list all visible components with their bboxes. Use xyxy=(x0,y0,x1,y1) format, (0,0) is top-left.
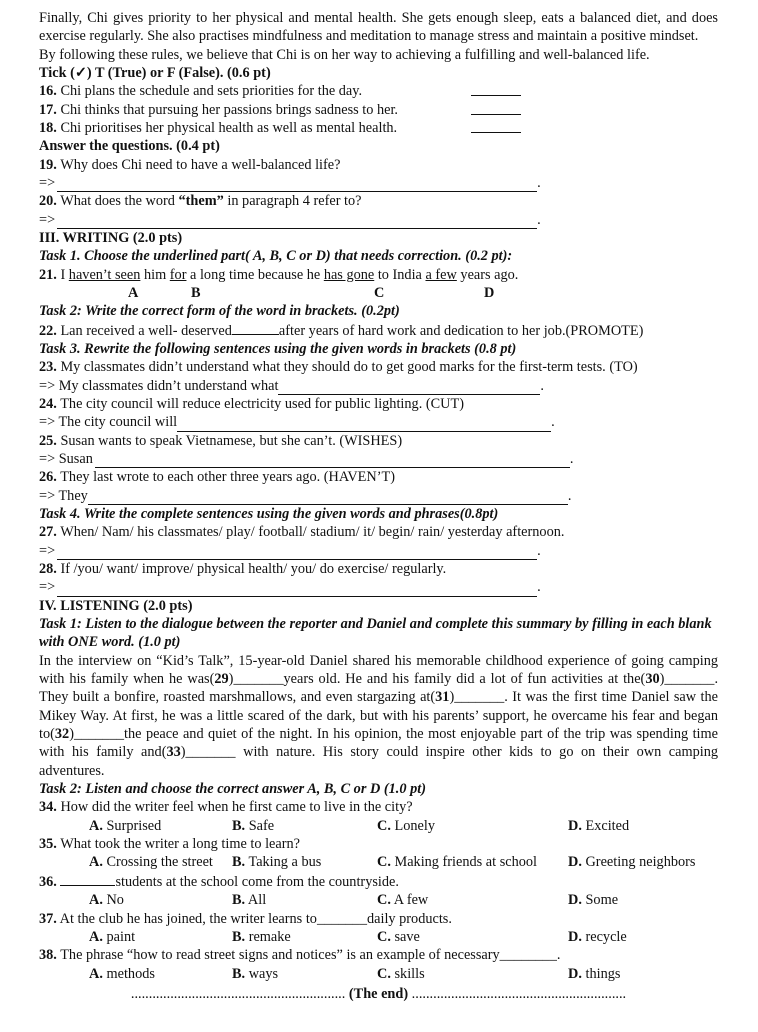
tick-heading: Tick (✓) T (True) or F (False). (0.6 pt) xyxy=(39,65,271,82)
underlined-part-d: a few xyxy=(425,266,457,283)
tf-answer-blank[interactable] xyxy=(471,82,521,96)
letter-d: D xyxy=(484,285,495,302)
question-21: 21. I haven’t seen him for a long time because he has gone to India a few years ago. xyxy=(39,266,519,283)
option-c[interactable]: C. A few xyxy=(377,892,429,909)
word-blank[interactable] xyxy=(232,321,279,335)
summary-blank[interactable]: _______ xyxy=(233,671,284,688)
answer-heading: Answer the questions. (0.4 pt) xyxy=(39,138,220,155)
task-heading: Task 1: Listen to the dialogue between the reporter and Daniel and complete this summary by filling in each blank with ONE word. (1.0 pt) xyxy=(39,616,712,651)
task-heading: Task 2: Write the correct form of the word in brackets. (0.2pt) xyxy=(39,303,400,320)
option-b[interactable]: B. All xyxy=(232,892,267,909)
question-36: 36. students at the school come from the countryside. xyxy=(39,873,399,890)
letter-c: C xyxy=(374,285,385,302)
answer-line[interactable]: => My classmates didn’t understand what . xyxy=(39,377,544,394)
question-38: 38. The phrase “how to read street signs and notices” is an example of necessary________. xyxy=(39,947,561,964)
task-heading: Task 1. Choose the underlined part( A, B, C or D) that needs correction. (0.2 pt): xyxy=(39,248,513,265)
underlined-part-b: for xyxy=(169,266,187,283)
question-22: 22. Lan received a well- deserved after years of hard work and dedication to her job.(PROMOTE) xyxy=(39,322,644,339)
answer-line[interactable]: => . xyxy=(39,542,541,559)
option-d[interactable]: D. recycle xyxy=(568,928,627,945)
option-a[interactable]: A. Surprised xyxy=(89,817,162,834)
answer-options xyxy=(39,817,718,835)
option-d[interactable]: D. Some xyxy=(568,892,619,909)
answer-line[interactable]: => . xyxy=(39,579,541,596)
option-a[interactable]: A. No xyxy=(89,892,124,909)
tf-answer-blank[interactable] xyxy=(471,119,521,133)
question-23: 23. My classmates didn’t understand what they should do to get good marks for the first-term tests. (TO) xyxy=(39,359,638,376)
question-27: 27. When/ Nam/ his classmates/ play/ football/ stadium/ it/ begin/ rain/ yesterday afternoon. xyxy=(39,524,565,541)
section-heading-listening: IV. LISTENING (2.0 pts) xyxy=(39,597,193,614)
option-d[interactable]: D. things xyxy=(568,965,621,982)
tf-statement: Chi prioritises her physical health as well as mental health. xyxy=(60,120,398,137)
tf-item: 16. Chi plans the schedule and sets priorities for the day. xyxy=(39,82,718,100)
answer-line[interactable]: => They . xyxy=(39,487,572,504)
tf-statement: Chi thinks that pursuing her passions brings sadness to her. xyxy=(60,101,399,118)
question-26: 26. They last wrote to each other three years ago. (HAVEN’T) xyxy=(39,469,395,486)
question-34: 34. How did the writer feel when he first came to live in the city? xyxy=(39,799,413,816)
option-c[interactable]: C. Lonely xyxy=(377,817,435,834)
tf-item: 17. Chi thinks that pursuing her passions brings sadness to her. xyxy=(39,101,718,119)
question-35: 35. What took the writer a long time to learn? xyxy=(39,836,300,853)
option-b[interactable]: B. Safe xyxy=(232,817,275,834)
answer-line[interactable]: => The city council will . xyxy=(39,414,555,431)
answer-options xyxy=(39,928,718,946)
option-b[interactable]: B. ways xyxy=(232,965,279,982)
option-c[interactable]: C. save xyxy=(377,928,420,945)
summary-blank[interactable]: _______ xyxy=(185,744,236,761)
question-20: 20. What does the word “them” in paragraph 4 refer to? xyxy=(39,193,362,210)
option-b[interactable]: B. Taking a bus xyxy=(232,854,322,871)
question-37: 37. At the club he has joined, the writer learns to_______daily products. xyxy=(39,910,452,927)
reading-paragraph: Finally, Chi gives priority to her physical and mental health. She gets enough sleep, eats a balanced diet, and does exercise regularly. She also practises mindfulness and meditation to manage stress and maintain a positive mindset. xyxy=(39,10,718,45)
option-c[interactable]: C. Making friends at school xyxy=(377,854,538,871)
option-a[interactable]: A. methods xyxy=(89,965,155,982)
task-heading: Task 3. Rewrite the following sentences using the given words in brackets (0.8 pt) xyxy=(39,340,517,357)
option-b[interactable]: B. remake xyxy=(232,928,291,945)
word-blank[interactable] xyxy=(60,872,115,886)
reading-conclusion: By following these rules, we believe that Chi is on her way to achieving a fulfilling and well-balanced life. xyxy=(39,46,650,63)
answer-line[interactable]: => Susan . xyxy=(39,450,574,467)
summary-blank[interactable]: _______ xyxy=(664,671,715,688)
summary-blank[interactable]: _______ xyxy=(454,689,505,706)
tf-item: 18. Chi prioritises her physical health as well as mental health. xyxy=(39,119,718,137)
letter-a: A xyxy=(128,285,139,302)
question-19: 19. Why does Chi need to have a well-balanced life? xyxy=(39,156,341,173)
question-25: 25. Susan wants to speak Vietnamese, but she can’t. (WISHES) xyxy=(39,432,403,449)
summary-blank[interactable]: _______ xyxy=(73,726,124,743)
answer-line[interactable]: => . xyxy=(39,175,541,192)
end-marker: ............................................................ (The end) ............................................................ xyxy=(130,985,627,1002)
underlined-part-c: has gone xyxy=(323,266,375,283)
answer-options xyxy=(39,965,718,983)
task-heading: Task 4. Write the complete sentences using the given words and phrases(0.8pt) xyxy=(39,505,499,522)
option-d[interactable]: D. Greeting neighbors xyxy=(568,854,696,871)
tf-answer-blank[interactable] xyxy=(471,101,521,115)
option-letters xyxy=(39,284,718,302)
tf-statement: Chi plans the schedule and sets priorities for the day. xyxy=(60,83,363,100)
listening-summary: In the interview on “Kid’s Talk”, 15-year-old Daniel shared his memorable childhood experience of going camping with his family when he was(29)_______years old. He and his family did a lot of fun activities at the(30)_______. They built a bonfire, roasted marshmallows, and even stargazing at(31)_______. It was the first time Daniel saw the Mikey Way. At first, he was a little scared of the dark, but with his parents’ support, he overcame his fear and began to(32)_______the peace and quiet of the night. In his opinion, the most enjoyable part of the trip was spending time with his family and(33)_______ with nature. His story could inspire other kids to go on their own camping adventures. xyxy=(39,652,719,779)
answer-line[interactable]: => . xyxy=(39,211,541,228)
option-d[interactable]: D. Excited xyxy=(568,817,630,834)
answer-options xyxy=(39,853,718,871)
underlined-part-a: haven’t seen xyxy=(68,266,141,283)
letter-b: B xyxy=(191,285,201,302)
question-28: 28. If /you/ want/ improve/ physical health/ you/ do exercise/ regularly. xyxy=(39,560,447,577)
option-a[interactable]: A. Crossing the street xyxy=(89,854,213,871)
question-24: 24. The city council will reduce electricity used for public lighting. (CUT) xyxy=(39,395,464,412)
task-heading: Task 2: Listen and choose the correct answer A, B, C or D (1.0 pt) xyxy=(39,781,426,798)
option-c[interactable]: C. skills xyxy=(377,965,425,982)
option-a[interactable]: A. paint xyxy=(89,928,136,945)
answer-options xyxy=(39,891,718,909)
section-heading-writing: III. WRITING (2.0 pts) xyxy=(39,230,183,247)
